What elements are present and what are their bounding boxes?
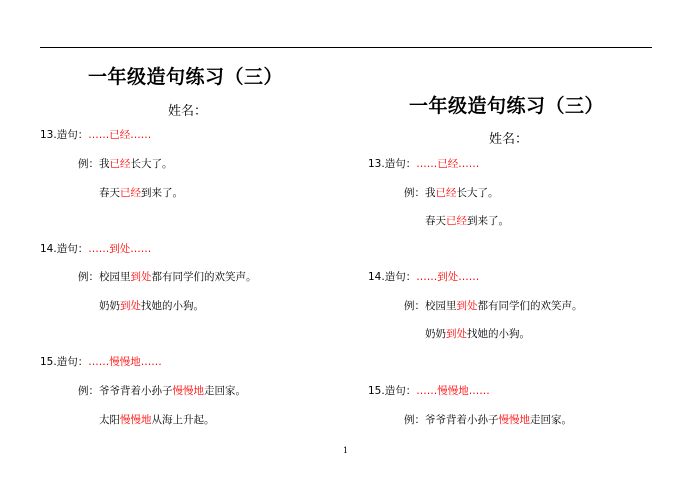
exercise-13-prompt-copy: 13.造句：……已经…… [368, 158, 480, 170]
name-label-copy: 姓名： [489, 132, 529, 147]
exercise-14-example-1-copy: 例：校园里到处都有同学们的欢笑声。 [404, 300, 583, 312]
exercise-13-example-1-copy: 例：我已经长大了。 [404, 187, 499, 199]
name-label: 姓名： [168, 104, 208, 119]
exercise-15-prompt-copy: 15.造句：……慢慢地…… [368, 385, 490, 397]
top-rule [40, 47, 652, 48]
exercise-14-example-1: 例：校园里到处都有同学们的欢笑声。 [78, 271, 257, 283]
exercise-15-prompt: 15.造句：……慢慢地…… [40, 356, 162, 368]
exercise-13-example-2-copy: 春天已经到来了。 [425, 215, 509, 227]
exercise-13-example-1: 例：我已经长大了。 [78, 158, 173, 170]
exercise-15-example-2: 太阳慢慢地从海上升起。 [99, 414, 215, 426]
exercise-13-example-2: 春天已经到来了。 [99, 187, 183, 199]
exercise-14-example-2: 奶奶到处找她的小狗。 [99, 300, 204, 312]
page-title: 一年级造句练习（三） [88, 66, 284, 88]
exercise-15-example-1-copy: 例：爷爷背着小孙子慢慢地走回家。 [404, 414, 572, 426]
exercise-13-prompt: 13.造句：……已经…… [40, 129, 152, 141]
page-number: 1 [343, 446, 349, 455]
exercise-14-prompt-copy: 14.造句：……到处…… [368, 271, 480, 283]
exercise-15-example-1: 例：爷爷背着小孙子慢慢地走回家。 [78, 385, 246, 397]
page-title-copy: 一年级造句练习（三） [409, 95, 605, 117]
exercise-14-example-2-copy: 奶奶到处找她的小狗。 [425, 328, 530, 340]
exercise-14-prompt: 14.造句：……到处…… [40, 243, 152, 255]
